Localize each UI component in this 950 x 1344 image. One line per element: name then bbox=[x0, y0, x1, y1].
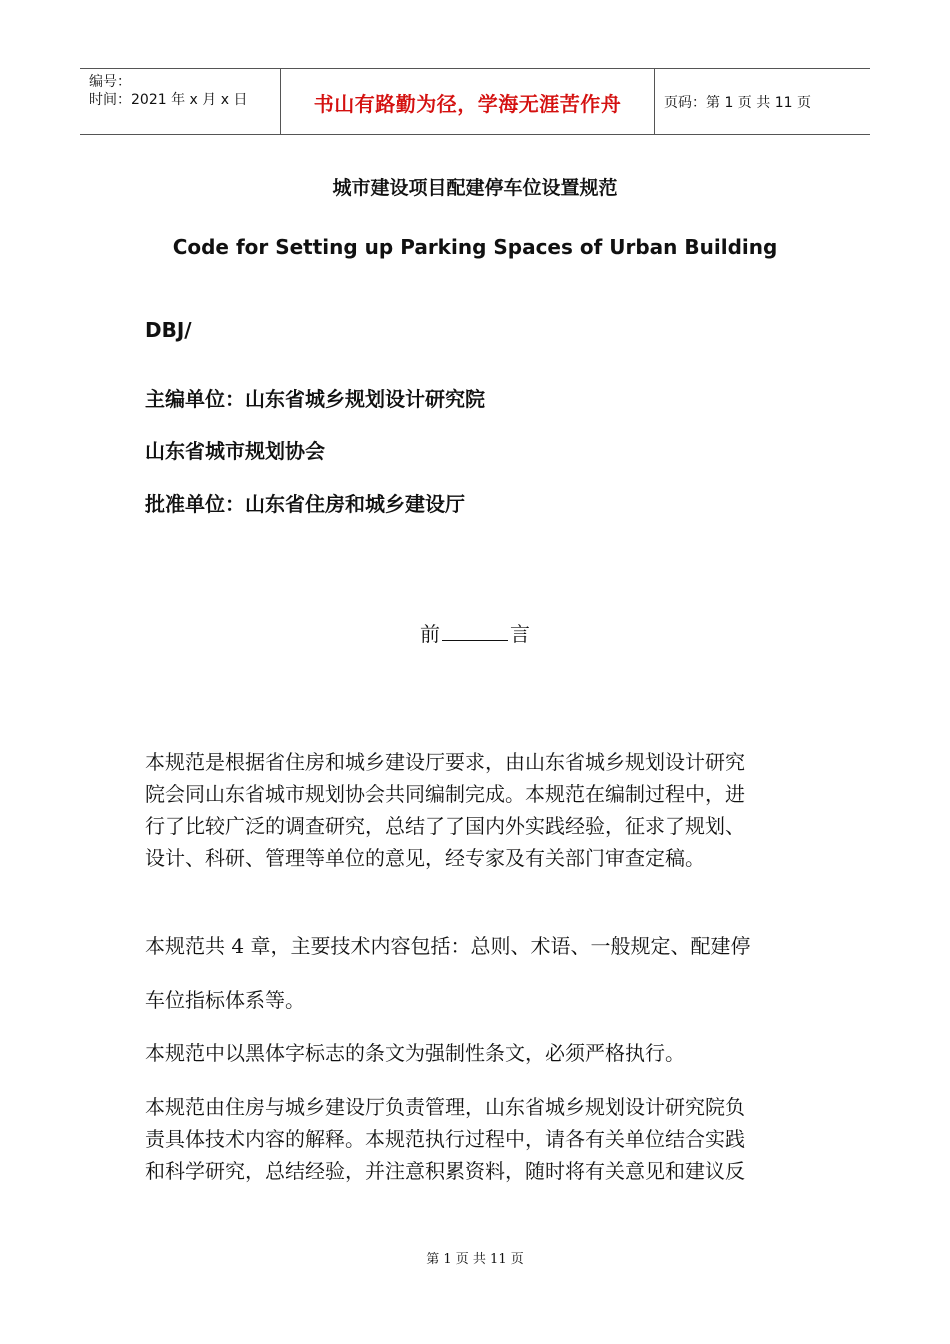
approver: 批准单位：山东省住房和城乡建设厅 bbox=[145, 492, 465, 516]
chief-editor: 主编单位：山东省城乡规划设计研究院 bbox=[145, 387, 485, 411]
header-table bbox=[80, 68, 870, 135]
header-meta-cell bbox=[80, 69, 281, 135]
paragraph-line: 院会同山东省城市规划协会共同编制完成。本规范在编制过程中，进 bbox=[145, 782, 745, 806]
page-footer: 第 1 页 共 11 页 bbox=[426, 1252, 524, 1267]
paragraph-line: 行了比较广泛的调查研究，总结了了国内外实践经验，征求了规划、 bbox=[145, 814, 745, 838]
paragraph-line: 本规范是根据省住房和城乡建设厅要求，由山东省城乡规划设计研究 bbox=[145, 750, 745, 774]
motto: 书山有路勤为径，学海无涯苦作舟 bbox=[281, 69, 655, 135]
paragraph-line: 和科学研究，总结经验，并注意积累资料，随时将有关意见和建议反 bbox=[145, 1159, 745, 1183]
preface-right: 言 bbox=[510, 622, 530, 646]
number-label: 编号： bbox=[89, 74, 131, 90]
paragraph-3 bbox=[145, 1037, 805, 1069]
co-editor: 山东省城市规划协会 bbox=[145, 439, 325, 463]
paragraph-line: 设计、科研、管理等单位的意见，经专家及有关部门审查定稿。 bbox=[145, 846, 705, 870]
standard-code: DBJ/ bbox=[145, 318, 192, 342]
paragraph-1 bbox=[145, 746, 805, 874]
preface-underline bbox=[442, 622, 508, 641]
paragraph-line: 本规范中以黑体字标志的条文为强制性条文，必须严格执行。 bbox=[145, 1041, 685, 1065]
paragraph-line: 责具体技术内容的解释。本规范执行过程中，请各有关单位结合实践 bbox=[145, 1127, 745, 1151]
page-info: 页码：第 1 页 共 11 页 bbox=[664, 95, 811, 111]
paragraph-line: 本规范共 4 章，主要技术内容包括：总则、术语、一般规定、配建停 bbox=[145, 934, 751, 958]
paragraph-line: 本规范由住房与城乡建设厅负责管理，山东省城乡规划设计研究院负 bbox=[145, 1095, 745, 1119]
time-label: 时间：2021 年 x 月 x 日 bbox=[89, 92, 248, 108]
document-title-cn: 城市建设项目配建停车位设置规范 bbox=[332, 177, 618, 199]
paragraph-line: 车位指标体系等。 bbox=[145, 988, 305, 1012]
preface-left: 前 bbox=[420, 622, 440, 646]
paragraph-2 bbox=[145, 930, 805, 962]
document-title-en: Code for Setting up Parking Spaces of Urban Building bbox=[172, 235, 778, 259]
preface-heading bbox=[0, 618, 950, 647]
paragraph-2-cont bbox=[145, 984, 805, 1016]
paragraph-4 bbox=[145, 1091, 805, 1187]
